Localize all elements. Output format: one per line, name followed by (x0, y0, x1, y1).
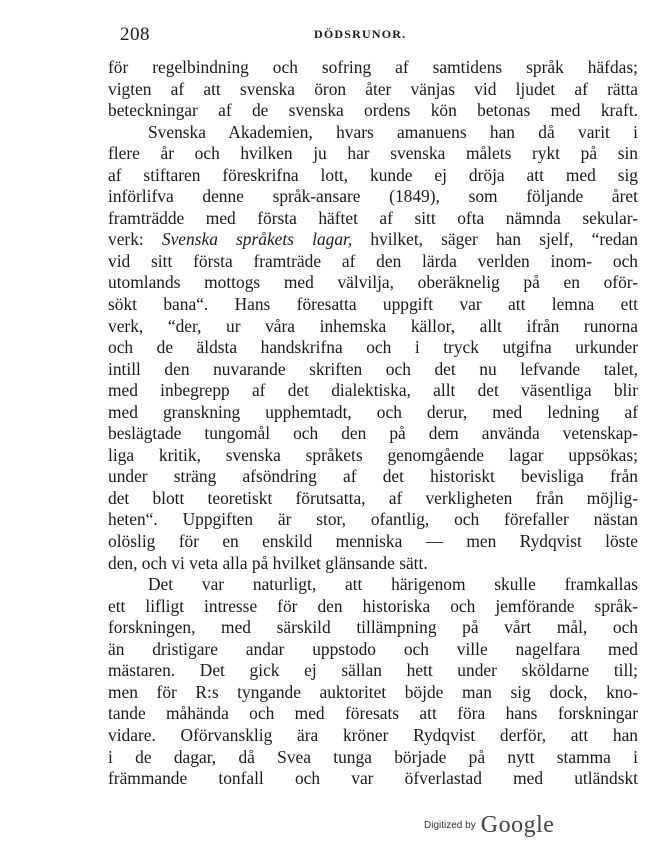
text-line: forskningen, med särskild tillämpning på vårt mål, och (108, 617, 638, 638)
text-line: främmande tonfall och var öfverlastad med utländskt (108, 768, 638, 789)
text-line: med granskning upphemtadt, och derur, med ledning af (108, 401, 638, 422)
text-line: vigten af att svenska öron åter vänjas vid ljudet af rätta (108, 78, 638, 99)
page-header (112, 24, 636, 46)
text-line: mästaren. Det gick ej sällan hett under sköldarne till; (108, 660, 638, 681)
text-line: än dristigare andar uppstodo och ville nagelfara med (108, 638, 638, 659)
text-line: olöslig för en enskild menniska — men Rydqvist löste (108, 531, 638, 552)
text-line: för regelbindning och sofring af samtidens språk häfdas; (108, 57, 638, 77)
text-line: flere år och hvilken ju har svenska målets rykt på sin (108, 143, 638, 164)
text-line (108, 229, 638, 251)
text-line: men för R:s tyngande auktoritet böjde man sig dock, kno- (108, 681, 638, 702)
text-line: beteckningar af de svenska ordens kön betonas med kraft. (108, 100, 638, 121)
watermark-logo: Google (480, 812, 555, 838)
text-line: sökt bana“. Hans föresatta uppgift var att lemna ett (108, 294, 638, 315)
text-line: vid sitt första framträde af den lärda verlden inom- och (108, 250, 638, 271)
text-line: intill den nuvarande skriften och det nu lefvande talet, (108, 358, 638, 379)
text-line: Svenska Akademien, hvars amanuens han då varit i (148, 121, 638, 142)
digitization-watermark (424, 812, 554, 842)
text-line: tande måhända och med föresats att föra hans forskningar (108, 703, 638, 724)
text-line: under sträng afsöndring af det historiskt bevisliga från (108, 466, 638, 487)
watermark-prefix: Digitized by (424, 820, 476, 831)
page-number: 208 (120, 24, 150, 45)
text-line: verk, “der, ur våra inhemska källor, allt ifrån runorna (108, 315, 638, 336)
text-line: och de äldsta handskrifna och i tryck utgifna urkunder (108, 337, 638, 358)
text-line: ett lifligt intresse för den historiska och jemförande språk- (108, 595, 638, 616)
text-line: det blott teoretiskt förutsatta, af verkligheten från möjlig- (108, 487, 638, 508)
text-line: framträdde med första häftet af sitt ofta nämnda sekular- (108, 207, 638, 228)
book-title: Svenska språkets lagar, (161, 229, 353, 250)
text-line: i de dagar, då Svea tunga började på nytt stamma i (108, 746, 638, 767)
text-line: vidare. Oförvansklig ära kröner Rydqvist derför, att han (108, 724, 638, 745)
text-segment: verk: (108, 229, 162, 250)
text-line: liga kritik, svenska språkets genomgående lagar uppsökas; (108, 444, 638, 465)
running-head: DÖDSRUNOR. (314, 27, 407, 41)
text-line: utomlands mottogs med välvilja, oberäknelig på en oför- (108, 272, 638, 293)
text-line: beslägtade tungomål och den på dem använda vetenskap- (108, 423, 638, 444)
text-line: heten“. Uppgiften är stor, ofantlig, och förefaller nästan (108, 509, 638, 530)
text-line: den, och vi veta alla på hvilket glänsande sätt. (108, 552, 428, 573)
text-line: med inbegrepp af det dialektiska, allt det väsentliga blir (108, 380, 638, 401)
text-line: Det var naturligt, att härigenom skulle framkallas (148, 574, 638, 595)
body-text (108, 57, 638, 790)
text-line: införlifva denne språk-ansare (1849), som följande året (108, 186, 638, 207)
text-segment: hvilket, säger han sjelf, “redan (352, 229, 638, 250)
text-line: af stiftaren föreskrifna lott, kunde ej dröja att med sig (108, 164, 638, 185)
